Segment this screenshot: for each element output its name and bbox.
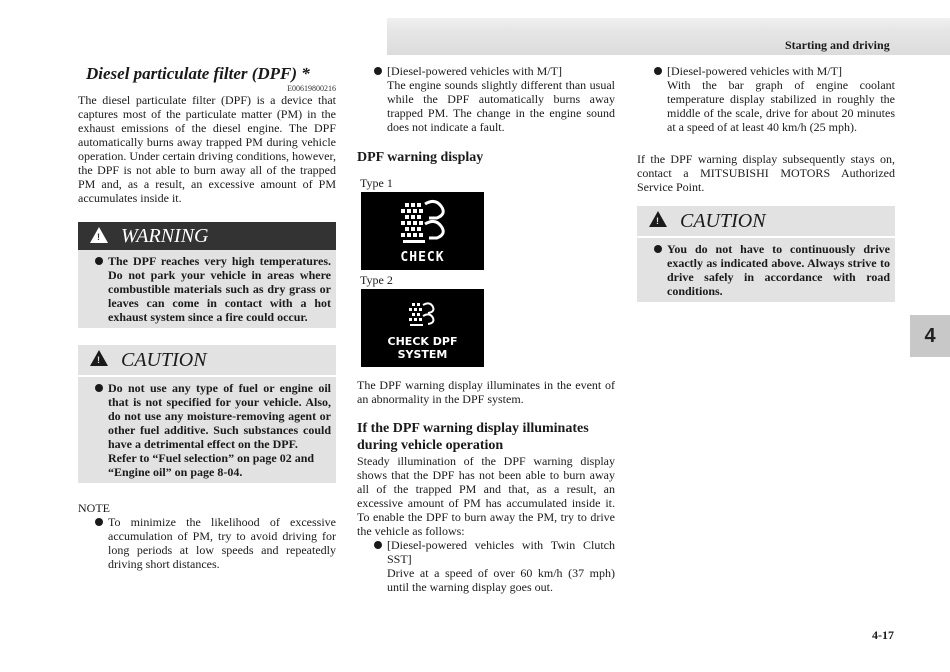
caution-icon: ! (90, 350, 108, 366)
chapter-tab: 4 (910, 315, 950, 357)
caution-refer: Refer to “Fuel selection” on page 02 and “Engine oil” on page 8-04. (108, 451, 315, 479)
caution-header (637, 206, 895, 238)
mt-item-label: [Diesel-powered vehicles with M/T] (387, 64, 562, 78)
caution-box-col3 (637, 206, 895, 302)
type2-label: Type 2 (360, 273, 393, 287)
caution-icon: ! (649, 211, 667, 227)
caution-box (78, 345, 336, 483)
caution-body: Do not use any type of fuel or engine oil that is not specified for your vehicle. Also, do not use any moisture-removing agent or other fuel additive. Such substances could have a detrimental effect on the DPF. (108, 381, 331, 451)
page-number: 4-17 (872, 628, 894, 642)
note-label: NOTE (78, 501, 110, 515)
note-item (78, 515, 336, 571)
mt-item-text: With the bar graph of engine coolant temperature display stabilized in roughly the middle of the scale, drive for about 20 minutes at a speed of at least 40 km/h (25 mph). (667, 78, 895, 134)
column-1 (78, 64, 336, 571)
warning-icon: ! (90, 227, 108, 243)
warning-header (78, 222, 336, 250)
column-2 (357, 64, 615, 166)
bullet-icon (374, 541, 382, 549)
doc-code: E00619800216 (287, 84, 336, 93)
caution-header (78, 345, 336, 377)
mt-item (357, 64, 615, 134)
note-text: To minimize the likelihood of excessive accumulation of PM, try to avoid driving for long periods at low speeds and repeatedly driving short distances. (108, 515, 336, 571)
warning-body: The DPF reaches very high temperatures. Do not park your vehicle in areas where combustible materials such as dry grass or leaves can come in contact with a hot exhaust system since a fire could occur. (108, 254, 331, 324)
warning-label: WARNING (121, 225, 209, 247)
caution-body: You do not have to continuously drive exactly as indicated above. Always strive to drive safely in accordance with road conditions. (667, 242, 890, 298)
bullet-icon (654, 245, 662, 253)
sst-item-text: Drive at a speed of over 60 km/h (37 mph) until the warning display goes out. (387, 566, 615, 594)
column-2-lower (357, 378, 615, 594)
warning-text (78, 250, 336, 328)
stays-on-paragraph: If the DPF warning display subsequently stays on, contact a MITSUBISHI MOTORS Authorized Service Point. (637, 152, 895, 194)
sst-item (357, 538, 615, 594)
caution-label: CAUTION (680, 210, 766, 232)
type2-display-text: CHECK DPF SYSTEM (387, 335, 458, 361)
bullet-icon (654, 67, 662, 75)
dpf-filter-icon (361, 289, 484, 334)
intro-paragraph: The diesel particulate filter (DPF) is a device that captures most of the particulate matter (PM) in the exhaust emissions of the diesel engine. The DPF automatically burns away trapped PM during vehicle operation. Under certain driving conditions, however, the DPF is not able to burn away all of the trapped PM and, as a result, an excessive amount of PM accumulates inside it. (78, 93, 336, 205)
warning-box (78, 222, 336, 328)
caution-text (637, 238, 895, 302)
column-3 (637, 64, 895, 302)
bullet-icon (95, 257, 103, 265)
illuminates-paragraph: The DPF warning display illuminates in the event of an abnormality in the DPF system. (357, 378, 615, 406)
type1-display-text: CHECK (400, 250, 445, 265)
mt-item-col3 (637, 64, 895, 134)
type1-display (361, 192, 484, 270)
bullet-icon (95, 518, 103, 526)
bullet-icon (95, 384, 103, 392)
page-title: Diesel particulate filter (DPF) * (86, 64, 310, 83)
mt-item-label: [Diesel-powered vehicles with M/T] (667, 64, 842, 78)
dpf-filter-icon (361, 192, 484, 252)
sst-item-label: [Diesel-powered vehicles with Twin Clutch SST] (387, 538, 615, 566)
section-title: Starting and driving (785, 38, 890, 52)
type2-display (361, 289, 484, 367)
mt-item-text: The engine sounds slightly different than usual while the DPF automatically burns away trapped PM. The change in the engine sound does not indicate a fault. (387, 78, 615, 134)
header-top (387, 0, 950, 18)
caution-text (78, 377, 336, 483)
steady-paragraph: Steady illumination of the DPF warning display shows that the DPF has not been able to burn away all of the trapped PM and that, as a result, an excessive amount of PM has accumulated inside it. To enable the DPF to burn away the PM, try to drive the vehicle as follows: (357, 454, 615, 538)
bullet-icon (374, 67, 382, 75)
type1-label: Type 1 (360, 176, 393, 190)
heading-during-operation: If the DPF warning display illuminates during vehicle operation (357, 421, 589, 453)
display-heading: DPF warning display (357, 150, 484, 165)
caution-label: CAUTION (121, 349, 207, 371)
